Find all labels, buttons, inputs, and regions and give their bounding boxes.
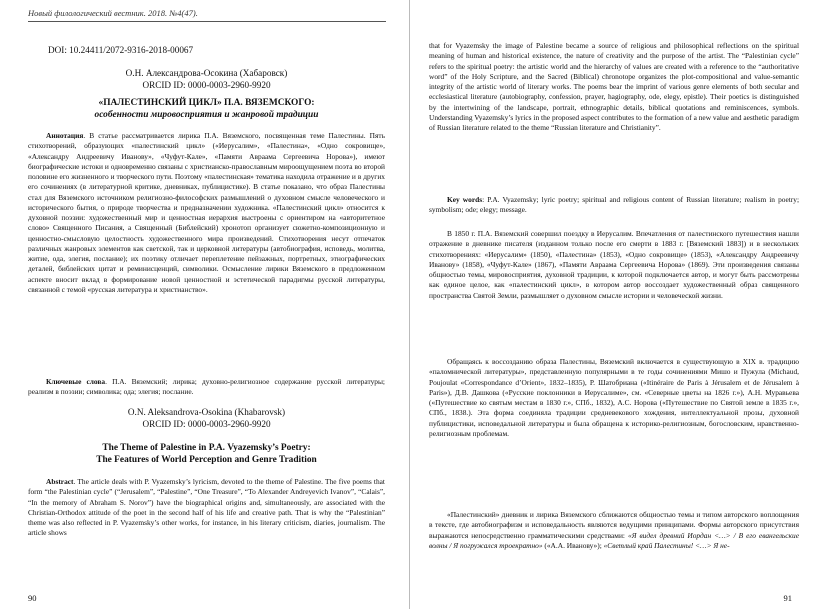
doi: DOI: 10.24411/2072-9316-2018-00067 bbox=[48, 45, 194, 55]
title-en bbox=[28, 443, 385, 466]
title-en-subtitle: The Features of World Perception and Genre Tradition bbox=[96, 454, 317, 465]
page-number-right: 91 bbox=[783, 593, 792, 603]
page-number-left: 90 bbox=[28, 593, 37, 603]
abstract-ru-text: . В статье рассматривается лирика П.А. Вяземского, посвященная теме Палестины. Пять стихотворений, образующих «палестинский цикл» («Иерусалим», «Палестина», «Одно сокровище», «Александру Андреевичу Иванову», «Чуфут-Кале», «Памяти Авраама Сергеевича Норова»), имеют биографические истоки и одновременно связаны с христианско-православным мироощущением поэта во второй половине его жизненного и творческого пути. Поэтому «палестинская» тематика находила отражение и в других его сочинениях (в литературной критике, дневниках, публицистике). В статье показано, что образ Палестины стал для Вяземского источником религиозно-философских размышлений о духовном смысле человеческого и исторического бытия, о природе творчества и предназначении художника. «Палестинский цикл» относится к духовной поэзии: художественный мир и ценностная иерархия выстроены с ориентиром на «авторитетное слово» Священного Писания, а Священный (Библейский) хронотоп организует сюжетно-композиционную и ценностно-смысловую целостность художественного мира произведений. Стихотворения несут отпечаток различных жанровых элементов как светской, так и церковной литературы (автобиография, исповедь, молитва, житие, ода, элегия, послание); их поэтику отличает переплетение пейзажных, портретных, этнографических деталей, библейских цитат и реминисценций, символики. Осмысление лирики Вяземского в предложенном аспекте вносит вклад в формирование новой ценностной и эстетической парадигмы русской литературы, связанной с темой «русская литература и христианство». bbox=[28, 131, 385, 294]
para3-quote-2: «Светлый край Палестины! <…> Я не- bbox=[603, 540, 730, 550]
abstract-en-text: . The article deals with P. Vyazemsky’s lyricism, devoted to the theme of Palestine. The five poems that form “the Palestinian cycle” (“Jerusalem”, “Palestine”, “One Treasure”, “To Alexander Andreyevich Ivanov”, “Calais”, “In the memory of Abraham S. Norov”) have the biographical origins and, simultaneously, are associated with the Christian-Orthodox attitude of the poet in the second half of his life and creative path. That is why the “Palestinian” theme was also reflected in P. Vyazemsky’s other works, for instance, in his literary criticism, diaries, journalism. The article shows bbox=[28, 477, 385, 538]
author-name-ru: О.Н. Александрова-Осокина (Хабаровск) bbox=[125, 68, 288, 78]
keywords-ru-text: . П.А. Вяземский; лирика; духовно-религиозное содержание русской литературы; реализм в поэзии; символика; ода; элегия; послание. bbox=[28, 377, 385, 397]
abstract-en-label: Abstract bbox=[46, 477, 74, 486]
journal-header: Новый филологический вестник. 2018. №4(47). bbox=[28, 8, 198, 18]
title-en-main: The Theme of Palestine in P.A. Vyazemsky’s Poetry: bbox=[102, 443, 311, 453]
author-name-en: O.N. Aleksandrova-Osokina (Khabarovsk) bbox=[127, 407, 286, 417]
abstract-en-continuation: that for Vyazemsky the image of Palestine became a source of religious and philosophical reflections on the spiritual meaning of human and historical existence, the nature of creativity and the purpose of the artist. The “Palestinian cycle” refers to the spiritual poetry: the artistic world and the hierarchy of values are created with a reference to the “authoritative word” of the Holy Scripture, and the Sacred (Biblical) chronotope organizes the plot-compositional and value-semantic integrity of the artistic world of literary works. The poems bear the imprint of various genre elements of both secular and ecclesiastical literature (autobiography, confession, prayer, hagiography, ode, elegy, epistle). Their poetics is distinguished by the intertwining of the landscape, portrait, ethnographic details, biblical quotations and reminiscences, symbols. Understanding Vyazemsky’s lyrics in the proposed aspect contributes to the formation of a new value and aesthetic paradigm of Russian literature related to the theme “Russian literature and Christianity”. bbox=[429, 41, 799, 132]
body-paragraph-1: В 1850 г. П.А. Вяземский совершил поездку в Иерусалим. Впечатления от палестинского путешествия нашли отражение в дневнике писателя (изданном только после его смерти в 1883 г. [Вяземский 1883]) и в нескольких стихотворениях: «Иерусалим» (1850), «Палестина» (1853), «Одно сокровище» (1853), «Александру Андреевичу Иванову» (1858), «Чуфут-Кале» (1867), «Памяти Авраама Сергеевича Норова» (1869). Эти произведения связаны общностью темы, мировосприятия, духовной традиции, к которой подключается автор, и могут быть рассмотрены как единое целое, как «палестинский цикл», в котором автор воссоздает художественный образ священного пространства Святой Земли, размышляет о духовном смысле истории и человеческой жизни. bbox=[429, 229, 799, 300]
abstract-ru bbox=[28, 131, 385, 295]
keywords-ru bbox=[28, 377, 385, 398]
para3-text-a: «Палестинский» дневник и лирика Вяземского сближаются общностью темы и типом авторского воплощения в тексте, где автобиографизм и исповедальность являются ведущими принципами. Формы авторского присутствия выражаются непосредственно грамматическими средствами: bbox=[429, 510, 799, 540]
keywords-en-text: : P.A. Vyazemsky; lyric poetry; spiritual and religious content of Russian literature; realism in poetry; symbolism; ode; elegy; message. bbox=[429, 195, 799, 215]
keywords-en-label: Key words bbox=[447, 195, 483, 204]
title-ru-subtitle: особенности мировосприятия и жанровой традиции bbox=[94, 109, 319, 120]
keywords-ru-label: Ключевые слова bbox=[46, 377, 106, 386]
orcid-en: ORCID ID: 0000-0003-2960-9920 bbox=[142, 418, 271, 429]
abstract-ru-label: Аннотация bbox=[46, 131, 84, 140]
orcid-ru: ORCID ID: 0000-0003-2960-9920 bbox=[142, 79, 271, 90]
author-en bbox=[28, 407, 385, 430]
body-paragraph-3 bbox=[429, 510, 799, 551]
keywords-en bbox=[429, 195, 799, 216]
para3-quote-1: «Я видел древний Иордан <…> / В его евангельские волны / Я погружался троекратно» bbox=[429, 530, 799, 550]
abstract-en bbox=[28, 477, 385, 539]
para3-text-b: («А.А. Иванову»); bbox=[542, 540, 604, 550]
author-ru bbox=[28, 68, 385, 91]
body-paragraph-2: Обращаясь к воссозданию образа Палестины, Вяземский включается в существующую в XIX в. традицию «паломнической литературы», представленную популярными в те годы сочинениями Мишо и Пужула (Michaud, Poujoulat «Correspondance d’Orient», 1832–1835), Р. Шатобриана («Itinéraire de Paris à Jérusalem et de Jérusalem à Paris»), Д.В. Дашкова («Русские поклонники в Иерусалиме», см. «Северные цветы на 1826 г.»), А.Н. Муравьева («Путешествие ко святым местам в 1830 г.», СПб., 1832), А.С. Норова («Путешествие по Святой земле в 1835 г.», СПб., 1838.). Эта форма соединяла традиции средневекового хождения, интеллектуальной прозы, духовной публицистики, исповедальной литературы и была обращена к историко-религиозным, богословским, нравственно-религиозным проблемам. bbox=[429, 357, 799, 438]
title-ru bbox=[28, 98, 385, 121]
title-ru-main: «ПАЛЕСТИНСКИЙ ЦИКЛ» П.А. ВЯЗЕМСКОГО: bbox=[98, 98, 315, 108]
header-rule bbox=[28, 21, 386, 22]
right-page bbox=[410, 0, 820, 609]
